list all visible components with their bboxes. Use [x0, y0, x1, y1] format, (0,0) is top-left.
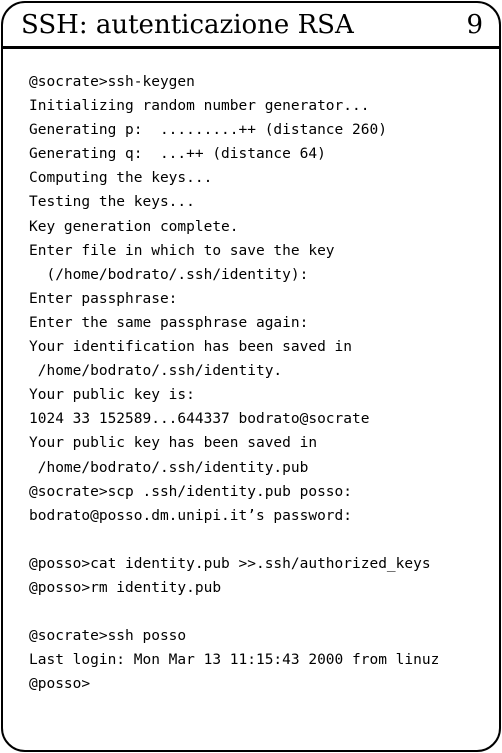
terminal-line: Generating p: .........++ (distance 260) [29, 122, 387, 139]
terminal-line: Computing the keys... [29, 170, 213, 187]
terminal-line: Enter the same passphrase again: [29, 314, 309, 331]
terminal-line: Enter file in which to save the key [29, 242, 335, 259]
terminal-line: Your public key is: [29, 387, 195, 404]
terminal-blank-line [29, 528, 489, 552]
terminal-line: @socrate>scp .ssh/identity.pub posso: [29, 483, 353, 500]
terminal-line: @socrate>ssh posso [29, 628, 187, 645]
terminal-line: /home/bodrato/.ssh/identity. [29, 363, 283, 380]
terminal-line: Your public key has been saved in [29, 435, 318, 452]
page-number: 9 [466, 10, 483, 40]
slide-header [3, 3, 499, 49]
terminal-line: @socrate>ssh-keygen [29, 74, 195, 90]
terminal-line: @posso>cat identity.pub >>.ssh/authorized_keys [29, 555, 431, 572]
slide-frame [1, 1, 501, 752]
terminal-line: Testing the keys... [29, 194, 195, 211]
terminal-transcript [29, 70, 489, 696]
slide-title: SSH: autenticazione RSA [21, 10, 354, 40]
terminal-line: Enter passphrase: [29, 290, 178, 307]
terminal-line: Generating q: ...++ (distance 64) [29, 146, 326, 163]
terminal-line: /home/bodrato/.ssh/identity.pub [29, 459, 309, 476]
terminal-prompt-line: @posso> [29, 676, 91, 693]
terminal-line: (/home/bodrato/.ssh/identity): [29, 266, 309, 283]
terminal-line: Key generation complete. [29, 218, 239, 235]
terminal-line: bodrato@posso.dm.unipi.it’s password: [29, 507, 353, 524]
terminal-line: Last login: Mon Mar 13 11:15:43 2000 from linuz [29, 652, 440, 669]
terminal-line: Initializing random number generator... [29, 98, 370, 115]
terminal-line: Your identification has been saved in [29, 339, 353, 356]
terminal-blank-line [29, 600, 489, 624]
terminal-line: @posso>rm identity.pub [29, 579, 222, 596]
terminal-line: 1024 33 152589...644337 bodrato@socrate [29, 411, 370, 428]
